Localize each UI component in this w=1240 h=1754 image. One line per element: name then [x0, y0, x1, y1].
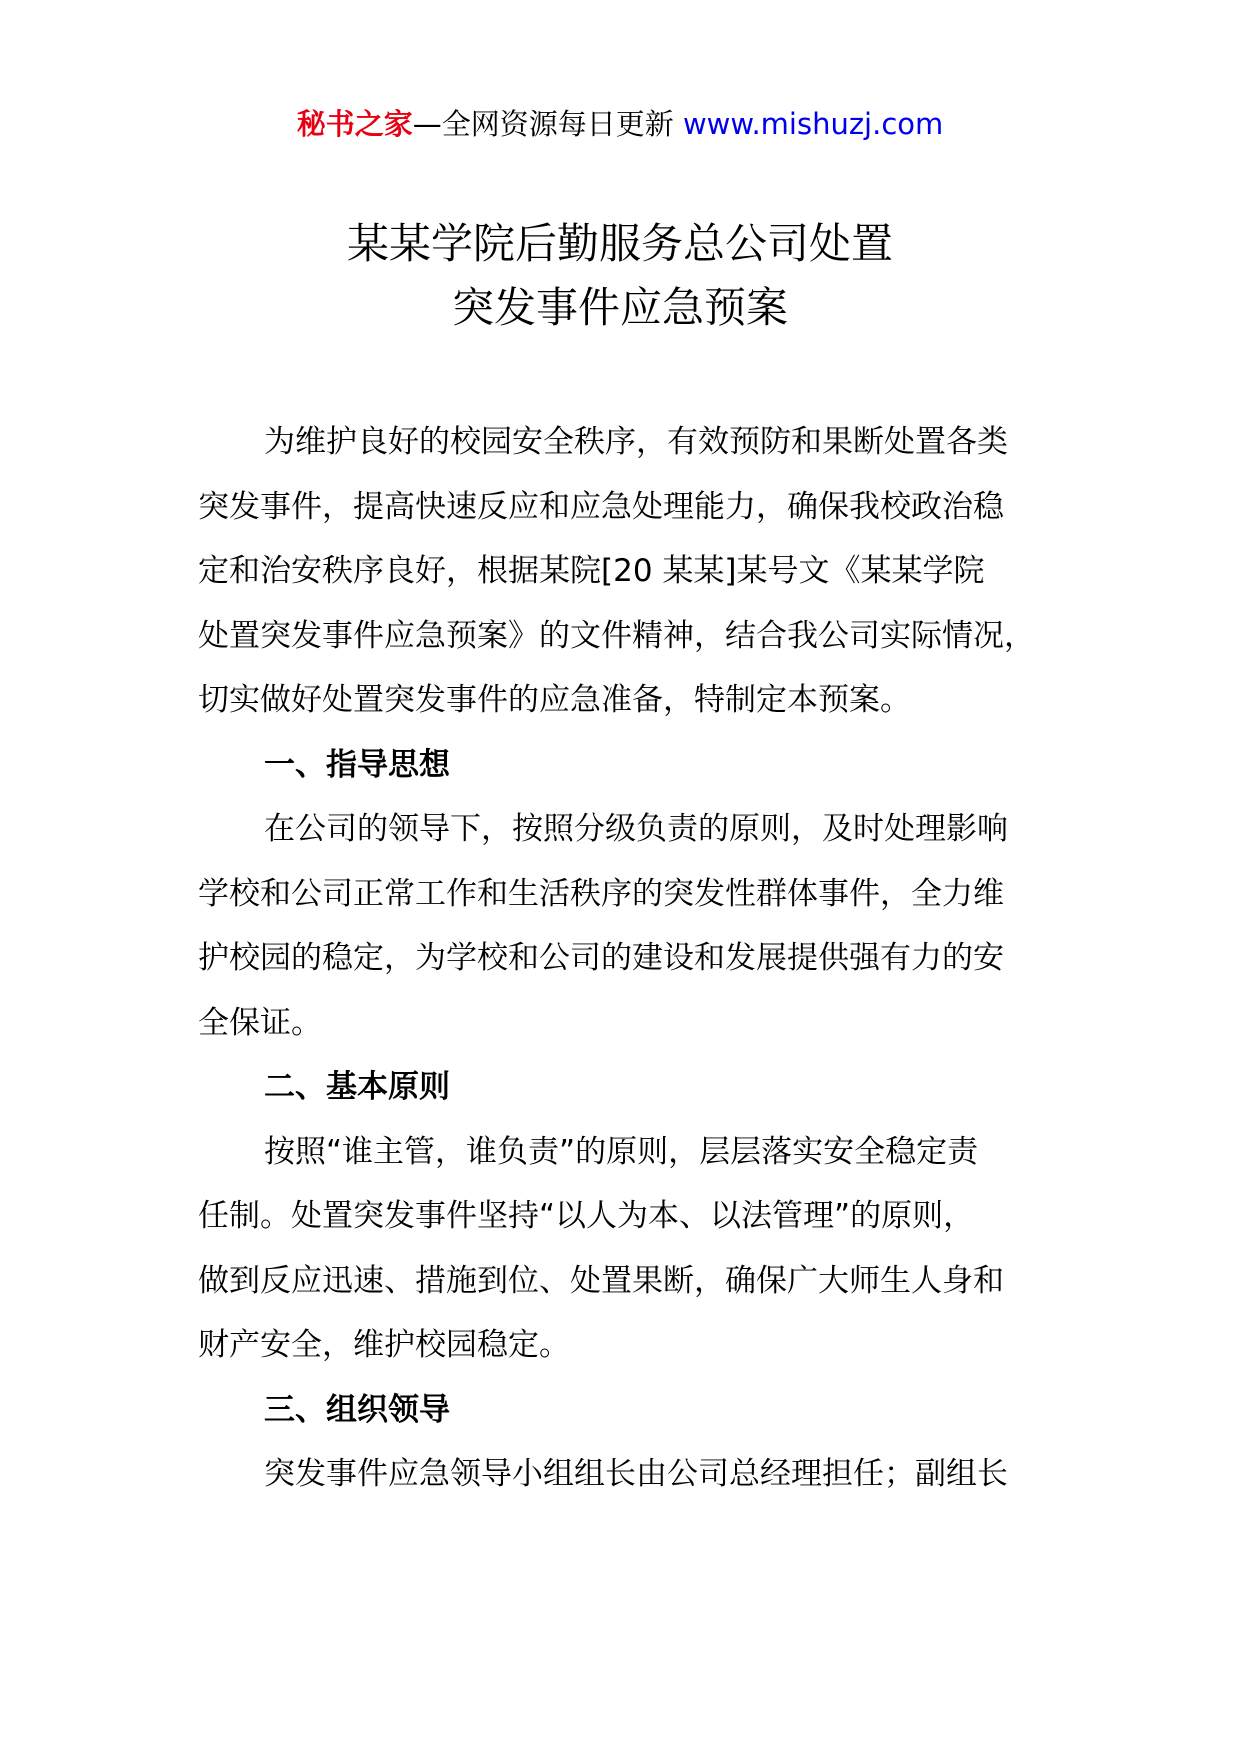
header-tagline: —全网资源每日更新	[412, 107, 674, 141]
section-heading: 二、基本原则	[264, 1069, 450, 1105]
paragraph-line: 护校园的稳定，为学校和公司的建设和发展提供强有力的安	[198, 940, 1004, 976]
paragraph-line: 切实做好处置突发事件的应急准备，特制定本预案。	[198, 682, 911, 718]
site-header	[0, 104, 1240, 144]
paragraph-line: 在公司的领导下，按照分级负责的原则，及时处理影响	[264, 811, 1008, 847]
paragraph-line: 做到反应迅速、措施到位、处置果断，确保广大师生人身和	[198, 1262, 1004, 1299]
paragraph-line: 财产安全，维护校园稳定。	[198, 1327, 570, 1363]
paragraph-line: 学校和公司正常工作和生活秩序的突发性群体事件，全力维	[198, 875, 1004, 912]
title-line-2: 突发事件应急预案	[451, 283, 788, 332]
section-heading: 三、组织领导	[264, 1391, 450, 1428]
paragraph-line: 处置突发事件应急预案》的文件精神，结合我公司实际情况，	[198, 617, 1035, 654]
title-line-1: 某某学院后勤服务总公司处置	[346, 219, 893, 268]
brand-name: 秘书之家	[296, 107, 413, 141]
document-title	[0, 212, 1240, 340]
paragraph-line: 突发事件，提高快速反应和应急处理能力，确保我校政治稳	[198, 488, 1004, 525]
paragraph-line: 全保证。	[198, 1004, 322, 1041]
site-url-link[interactable]: www.mishuzj.com	[682, 107, 944, 141]
paragraph-line: 按照“谁主管，谁负责”的原则，层层落实安全稳定责	[264, 1133, 979, 1170]
paragraph-line: 突发事件应急领导小组组长由公司总经理担任；副组长	[264, 1456, 1008, 1492]
paragraph-line: 为维护良好的校园安全秩序，有效预防和果断处置各类	[264, 424, 1008, 460]
paragraph-line: 定和治安秩序良好，根据某院[20 某某]某号文《某某学院	[198, 553, 985, 589]
document-body	[198, 410, 1093, 1507]
paragraph-line: 任制。处置突发事件坚持“以人为本、以法管理”的原则，	[198, 1198, 975, 1234]
section-heading: 一、指导思想	[264, 746, 450, 783]
